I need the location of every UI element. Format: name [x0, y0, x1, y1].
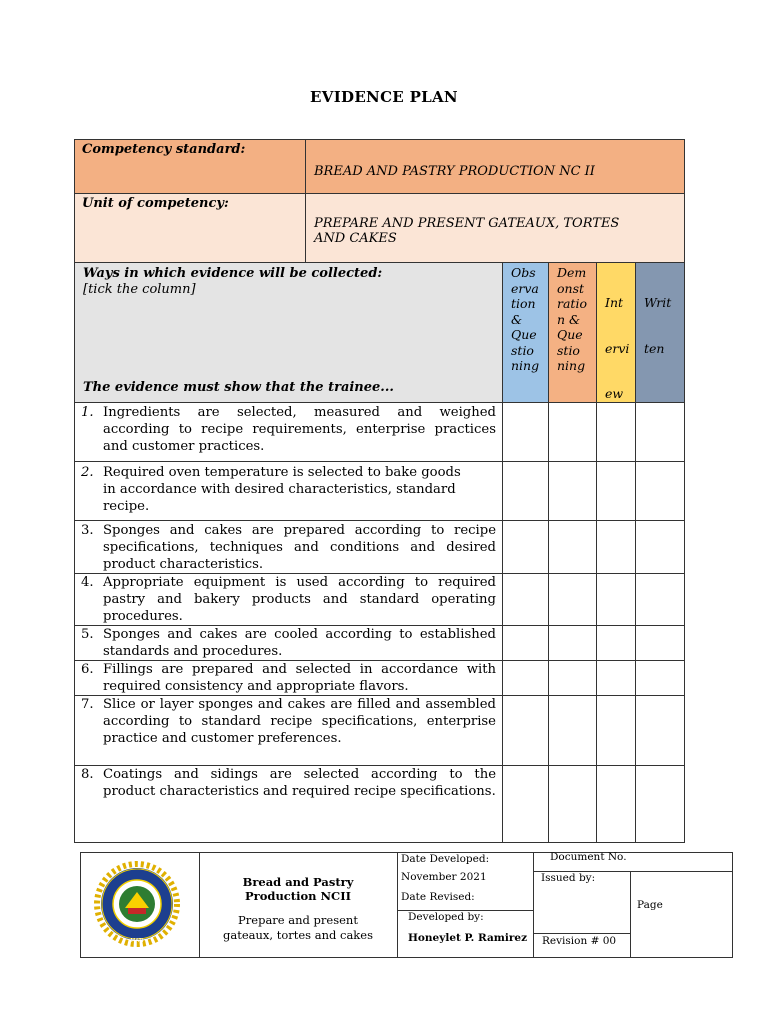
issued-by-label: Issued by: [541, 872, 596, 884]
tick-cell[interactable] [549, 695, 597, 765]
evidence-row-5 [75, 625, 685, 660]
revision-label: Revision # 00 [542, 935, 617, 947]
evidence-row-8 [75, 765, 685, 842]
item-number: 7. [81, 696, 94, 712]
tick-cell[interactable] [636, 695, 685, 765]
unit-of-competency-value [306, 194, 685, 263]
svg-text:MATI: MATI [130, 938, 144, 944]
tick-cell[interactable] [549, 625, 597, 660]
tick-cell[interactable] [597, 573, 636, 625]
method-written: Writ ten [636, 263, 685, 403]
tick-cell[interactable] [503, 520, 549, 573]
tick-cell[interactable] [503, 695, 549, 765]
document-footer [80, 852, 733, 958]
tick-cell[interactable] [636, 573, 685, 625]
evidence-plan-table [74, 139, 685, 843]
tick-cell[interactable] [503, 573, 549, 625]
tick-cell[interactable] [549, 660, 597, 695]
page-label: Page [637, 899, 663, 911]
evidence-row-2 [75, 461, 685, 520]
page-title: EVIDENCE PLAN [310, 88, 458, 106]
tick-cell[interactable] [549, 461, 597, 520]
method-demonstration-questioning: Dem onst ratio n & Que stio ning [549, 263, 597, 403]
tick-cell[interactable] [503, 660, 549, 695]
evidence-row-4 [75, 573, 685, 625]
evidence-row-7 [75, 695, 685, 765]
ways-instruction: [tick the column] [83, 282, 196, 297]
item-number: 1. [81, 404, 94, 420]
competency-standard-text: BREAD AND PASTRY PRODUCTION NC II [314, 164, 595, 179]
tick-cell[interactable] [597, 402, 636, 461]
unit-of-competency-label: Unit of competency: [75, 194, 306, 263]
tick-cell[interactable] [597, 625, 636, 660]
methods-header-row [75, 263, 685, 403]
developed-by-label: Developed by: [408, 911, 484, 923]
competency-standard-row [75, 140, 685, 194]
tick-cell[interactable] [636, 402, 685, 461]
seal-icon [93, 860, 181, 948]
date-developed-label: Date Developed: [401, 853, 490, 865]
developed-by-value: Honeylet P. Ramirez [408, 932, 528, 944]
item-number: 4. [81, 574, 94, 590]
item-text: Coatings and sidings are selected according to the product characteristics and required recipe specifications. [103, 766, 496, 799]
tick-cell[interactable] [636, 461, 685, 520]
ways-heading: Ways in which evidence will be collected: [83, 266, 383, 281]
date-developed-value: November 2021 [401, 871, 487, 883]
tick-cell[interactable] [503, 461, 549, 520]
item-number: 3. [81, 522, 94, 538]
item-text: Ingredients are selected, measured and weighed according to recipe requirements, enterprise practices and customer practices. [103, 404, 496, 454]
qualification-title: Bread and Pastry Production NCII [242, 875, 354, 903]
evidence-row-6 [75, 660, 685, 695]
competency-standard-label: Competency standard: [75, 140, 306, 194]
item-number: 5. [81, 626, 94, 642]
item-text: Appropriate equipment is used according to required pastry and bakery products and standard operating procedures. [103, 574, 496, 624]
tick-cell[interactable] [549, 402, 597, 461]
date-revised-label: Date Revised: [401, 891, 475, 903]
unit-of-competency-line2: AND CAKES [314, 231, 397, 246]
ways-header [75, 263, 503, 403]
competency-standard-value [306, 140, 685, 194]
evidence-row-1 [75, 402, 685, 461]
item-number: 8. [81, 766, 94, 782]
item-text: Fillings are prepared and selected in accordance with required consistency and appropriate flavors. [103, 661, 496, 694]
tick-cell[interactable] [549, 573, 597, 625]
tick-cell[interactable] [636, 765, 685, 842]
tick-cell[interactable] [597, 660, 636, 695]
item-text: Slice or layer sponges and cakes are filled and assembled according to standard recipe specifications, enterprise practice and customer preferences. [103, 696, 496, 746]
evidence-row-3 [75, 520, 685, 573]
tick-cell[interactable] [597, 695, 636, 765]
unit-of-competency-line1: PREPARE AND PRESENT GATEAUX, TORTES [314, 216, 620, 231]
document-no-label: Document No. [550, 851, 627, 863]
university-seal-logo [93, 860, 181, 948]
tick-cell[interactable] [503, 765, 549, 842]
tick-cell[interactable] [597, 520, 636, 573]
tick-cell[interactable] [636, 520, 685, 573]
method-interview: Int ervi ew [597, 263, 636, 403]
tick-cell[interactable] [503, 402, 549, 461]
trainee-heading: The evidence must show that the trainee... [83, 379, 394, 395]
qualification-subtitle: Prepare and present gateaux, tortes and cakes [223, 913, 373, 942]
item-number: 2. [81, 464, 94, 480]
tick-cell[interactable] [636, 625, 685, 660]
unit-of-competency-row [75, 194, 685, 263]
tick-cell[interactable] [549, 765, 597, 842]
tick-cell[interactable] [597, 461, 636, 520]
tick-cell[interactable] [549, 520, 597, 573]
item-text: Required oven temperature is selected to bake goods in accordance with desired characteristics, standard recipe. [103, 464, 461, 514]
tick-cell[interactable] [636, 660, 685, 695]
method-observation-questioning: Obs erva tion & Que stio ning [503, 263, 549, 403]
tick-cell[interactable] [597, 765, 636, 842]
item-text: Sponges and cakes are prepared according to recipe specifications, techniques and conditions and desired product characteristics. [103, 522, 496, 572]
tick-cell[interactable] [503, 625, 549, 660]
item-number: 6. [81, 661, 94, 677]
item-text: Sponges and cakes are cooled according to established standards and procedures. [103, 626, 496, 659]
